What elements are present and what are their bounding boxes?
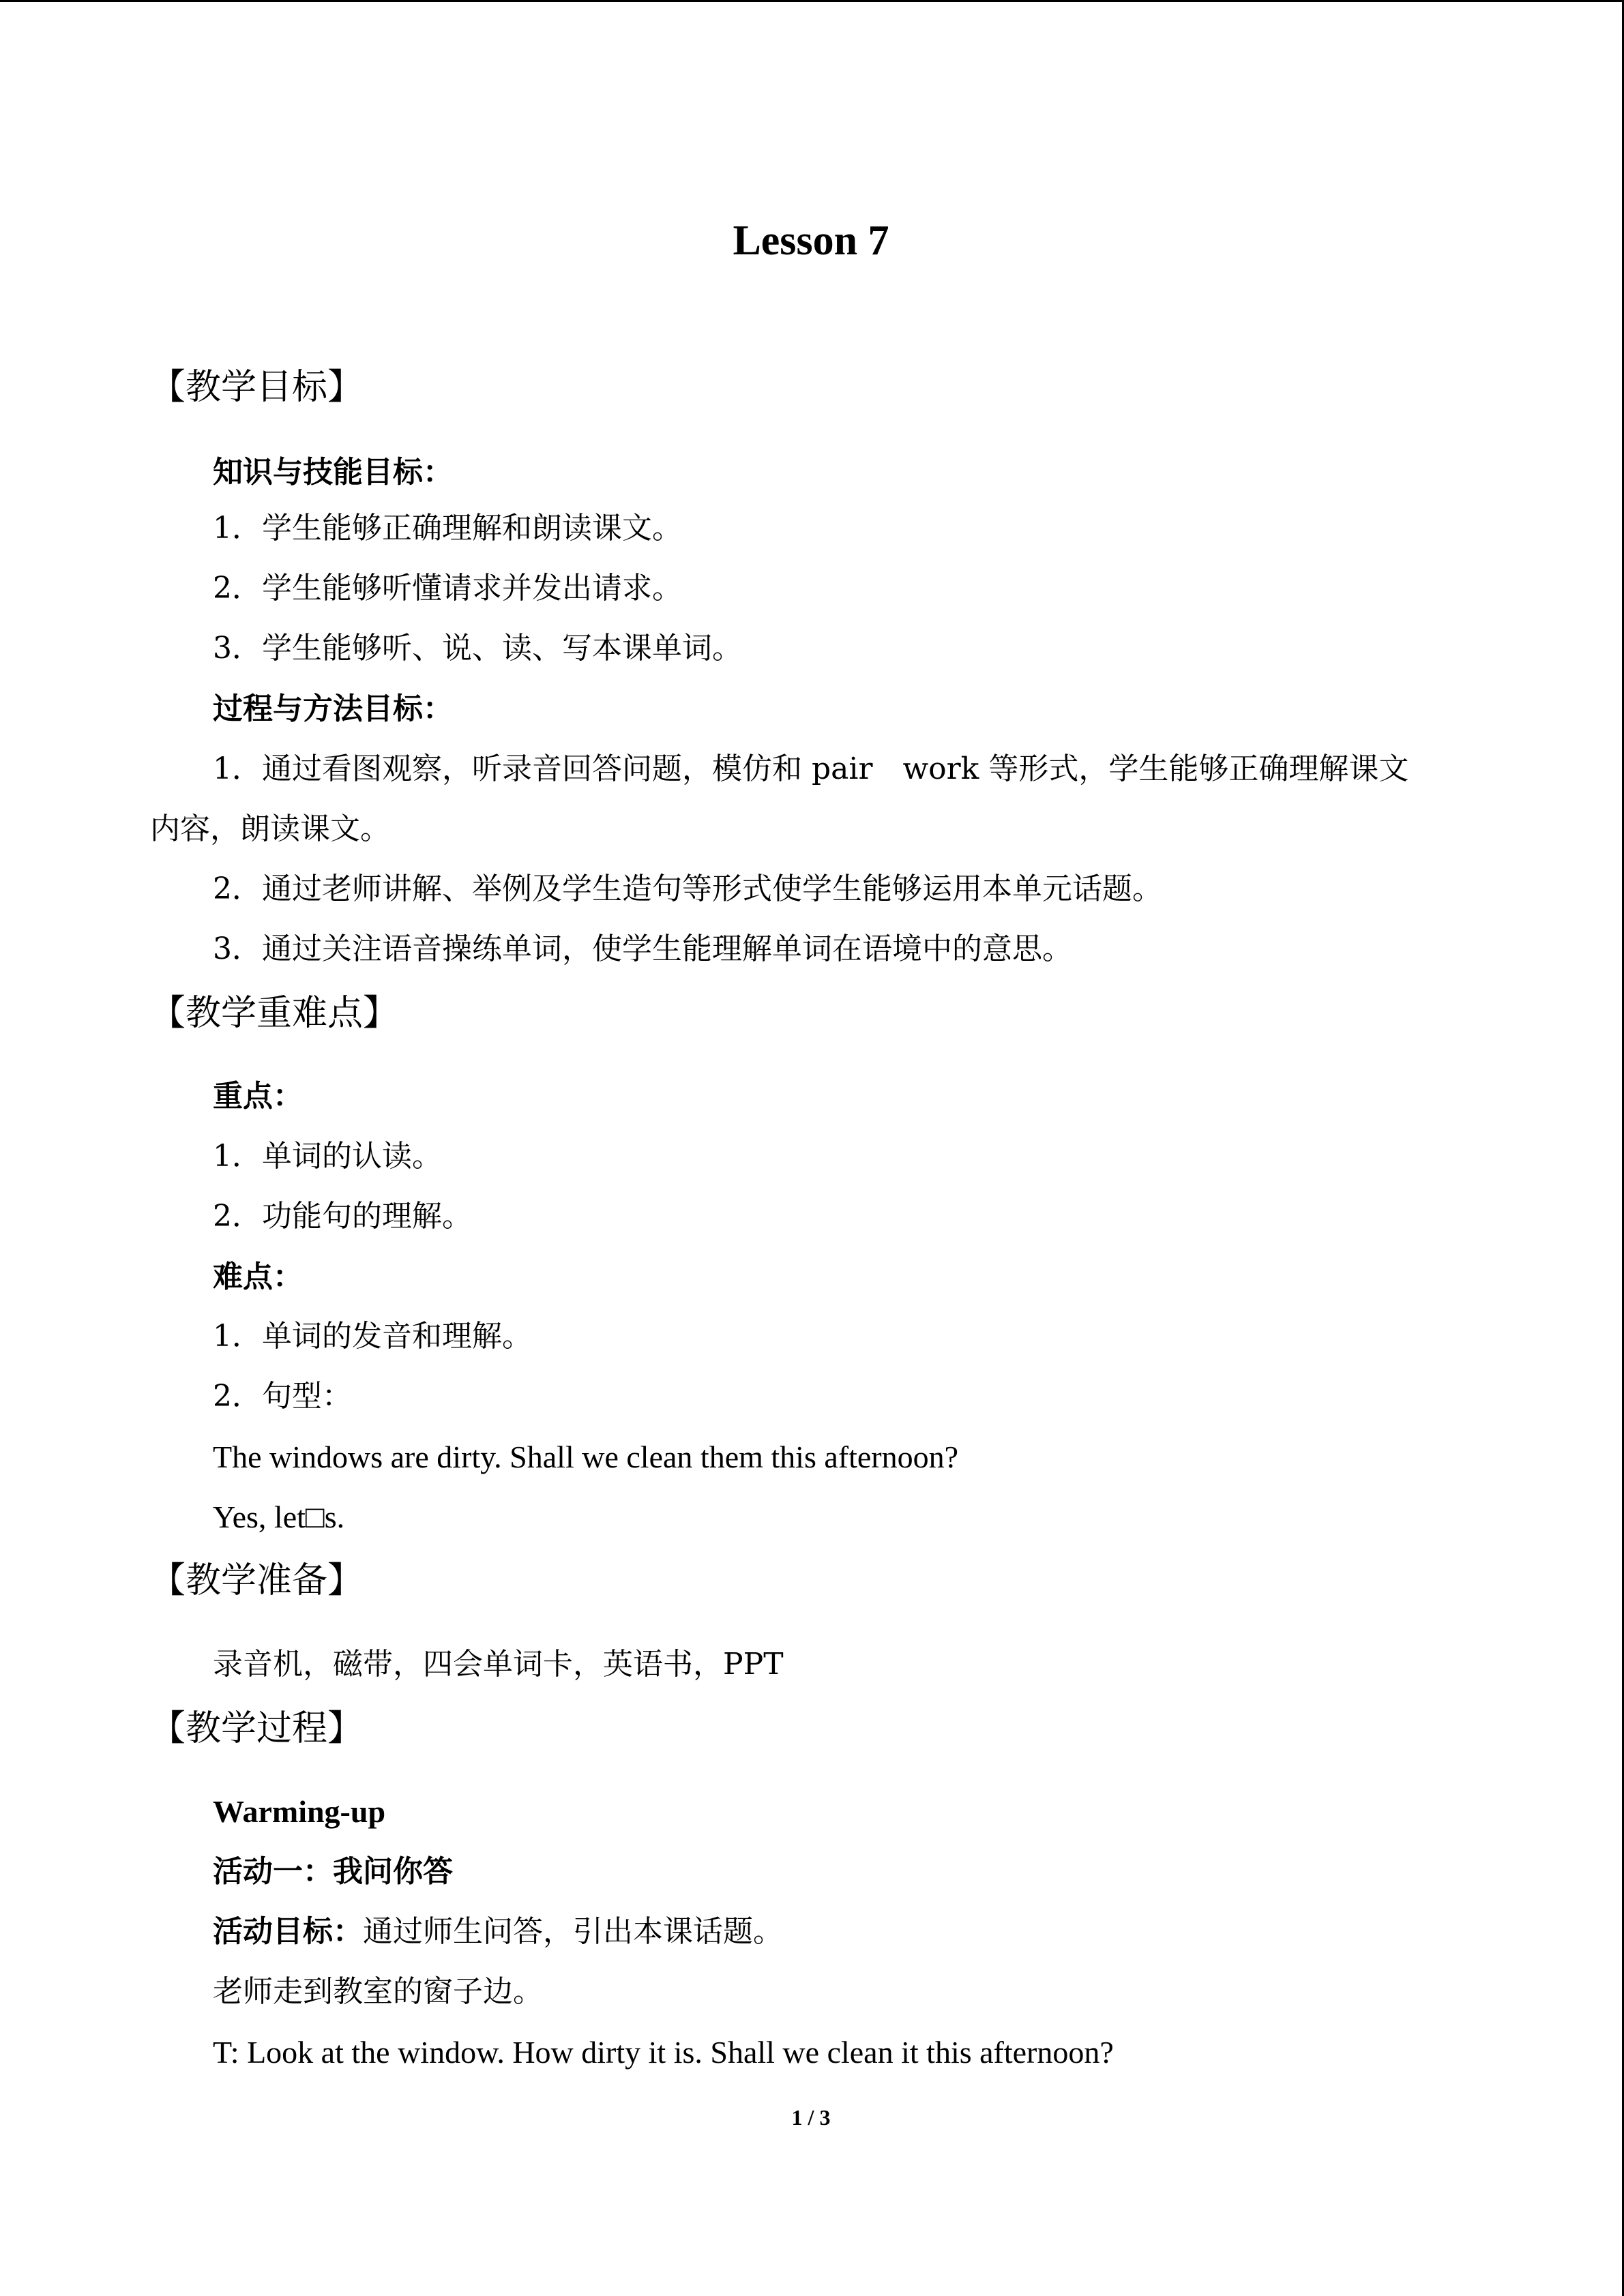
sentence-pattern-2: Yes, let□s. [213,1500,345,1534]
hard-item: 1．单词的发音和理解。 [213,1319,532,1354]
activity-goal-text: 通过师生问答，引出本课话题。 [363,1914,783,1949]
warmup-heading: Warming-up [213,1794,386,1829]
activity-title: 活动一：我问你答 [213,1854,453,1889]
key-item: 2．功能句的理解。 [213,1199,472,1234]
process-goal-item-1-line1: 1．通过看图观察，听录音回答问题，模仿和 pair work 等形式，学生能够正确理解课文 [213,751,1409,786]
prep-materials: 录音机，磁带，四会单词卡，英语书，PPT [213,1647,784,1682]
process-goal-item-1-line2: 内容，朗读课文。 [150,811,390,846]
knowledge-goal-item: 2．学生能够听懂请求并发出请求。 [213,571,682,606]
teacher-dialogue: T: Look at the window. How dirty it is. Shall we clean it this afternoon? [213,2035,1114,2070]
knowledge-goal-item: 1．学生能够正确理解和朗读课文。 [213,511,682,546]
page-title: Lesson 7 [733,218,889,264]
hard-heading: 难点： [213,1259,303,1294]
process-goal-item-2: 2．通过老师讲解、举例及学生造句等形式使学生能够运用本单元话题。 [213,871,1162,906]
process-goal-item-3: 3．通过关注语音操练单词，使学生能理解单词在语境中的意思。 [213,931,1072,966]
key-heading: 重点： [213,1079,303,1114]
process-goals-heading: 过程与方法目标： [213,691,453,726]
knowledge-goals-heading: 知识与技能目标： [213,455,453,490]
section-heading-process: 【教学过程】 [150,1708,364,1749]
sentence-pattern-1: The windows are dirty. Shall we clean them this afternoon? [213,1440,959,1474]
section-heading-prep: 【教学准备】 [150,1560,364,1601]
hard-item: 2．句型： [213,1379,352,1414]
activity-goal-label: 活动目标： [213,1914,363,1949]
knowledge-goal-item: 3．学生能够听、说、读、写本课单词。 [213,631,742,666]
key-item: 1．单词的认读。 [213,1139,442,1174]
activity-step: 老师走到教室的窗子边。 [213,1974,543,2009]
section-heading-goals: 【教学目标】 [150,367,364,408]
page-number: 1 / 3 [791,2105,831,2130]
section-heading-keypoints: 【教学重难点】 [150,993,399,1034]
activity-goal [213,1911,783,1952]
